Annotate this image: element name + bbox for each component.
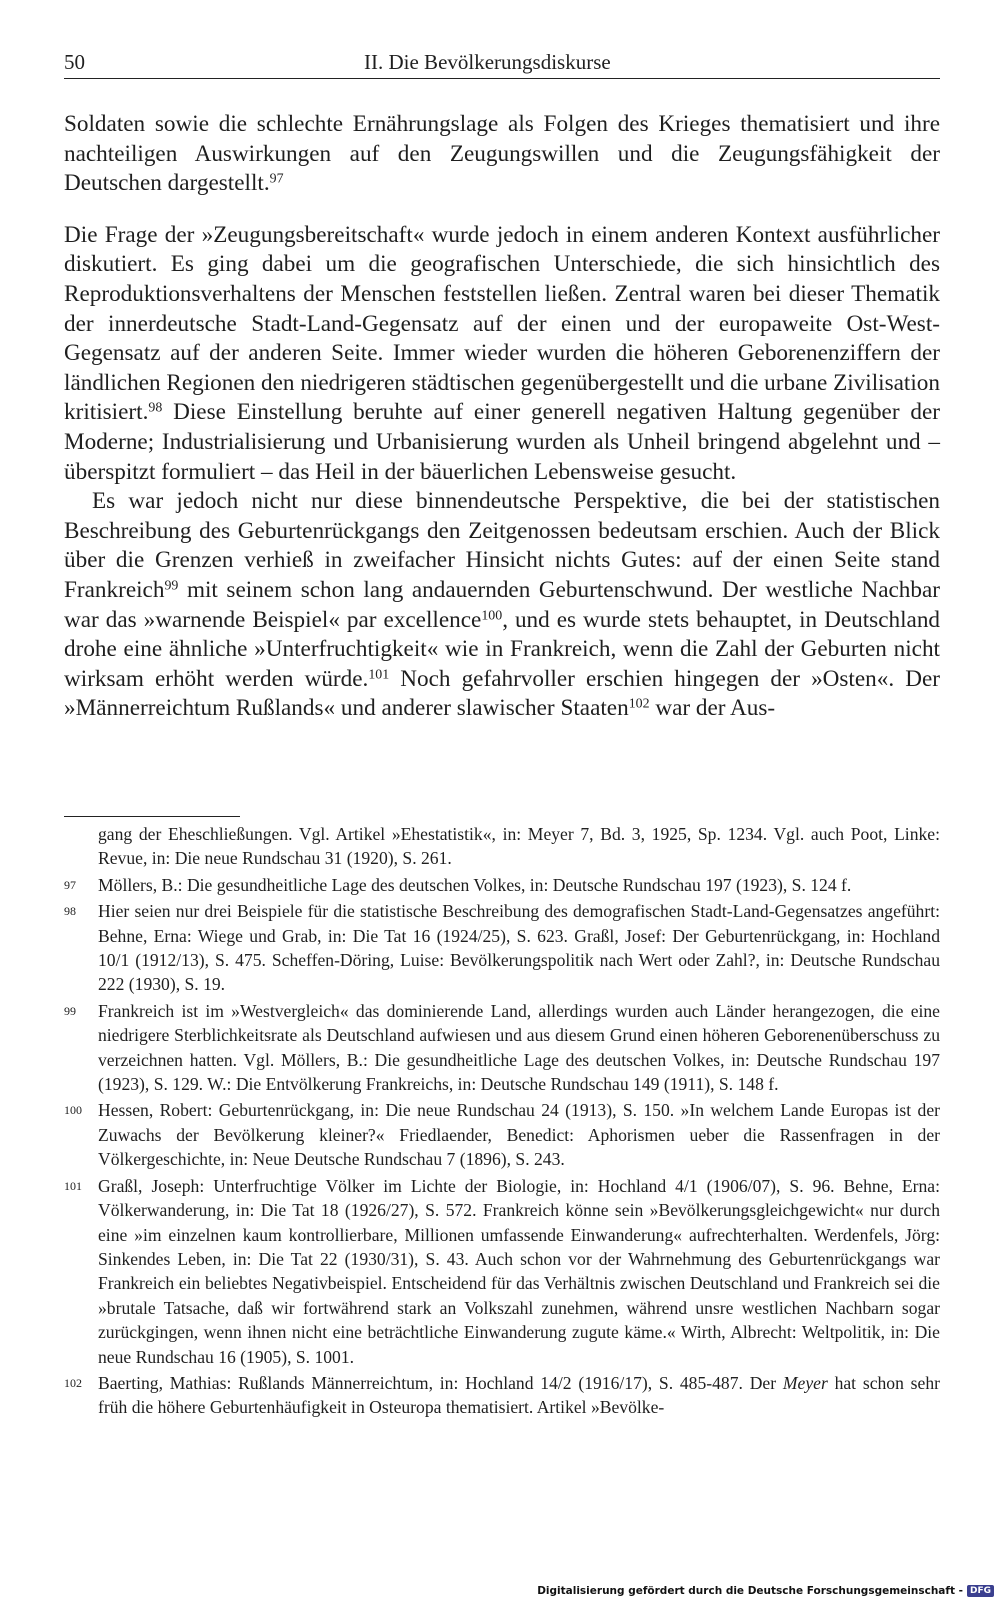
footnote-100: 100 Hessen, Robert: Geburtenrückgang, in: Die neue Rundschau 24 (1913), S. 150. »In welchem Lande Europas ist der Zuwachs der Bevölkerung kleiner?« Friedlaender, Benedict: Aphorismen ueber die Rassenfragen in der Völkergeschichte, in: Neue Deutsche Rundschau 7 (1896), S. 243. — [64, 1100, 940, 1170]
footnote-ref-102[interactable]: 102 — [628, 696, 650, 712]
footnote-101: 101 Graßl, Joseph: Unterfruchtige Völker im Lichte der Biologie, in: Hochland 4/1 (1906/07), S. 96. Behne, Erna: Völkerwanderung, in: Die Tat 18 (1926/27), S. 572. Frankreich könne sein »Bevölkerungsgleichgewicht« nur durch eine »im einzelnen kaum kontrollierbare, Millionen umfassende Einwanderung« aufrechterhalten. Werdenfels, Jörg: Sinkendes Leben, in: Die Tat 22 (1930/31), S. 43. Auch schon vor der Wahrnehmung des Geburtenrückgangs war Frankreich ein beliebtes Negativbeispiel. Entscheidend für das Verhältnis zwischen Deutschland und Frankreich sei die »brutale Tatsache, daß wir fortwährend stark an Volkszahl zunehmen, während unsre westlichen Nachbarn sogar zurückgingen, wenn ihnen nicht eine beträchtliche Einwanderung zugute käme.« Wirth, Albrecht: Weltpolitik, in: Die neue Rundschau 16 (1905), S. 1001. — [64, 1175, 940, 1367]
footnote-number: 97 — [64, 877, 76, 892]
paragraph-1: Soldaten sowie die schlechte Ernährungslage als Folgen des Krieges thematisiert und ihre nachteiligen Auswirkungen auf den Zeugungswillen und die Zeugungsfähigkeit der Deutschen dargestellt.$^{97}$ — [64, 111, 940, 197]
footnote-97: 97 Möllers, B.: Die gesundheitliche Lage des deutschen Volkes, in: Deutsche Rundschau 197 (1923), S. 124 f. — [64, 873, 940, 897]
footnote-number: 100 — [64, 1103, 82, 1118]
main-text — [64, 110, 940, 724]
footer-text: Digitalisierung gefördert durch die Deutsche Forschungsgemeinschaft - — [537, 1585, 963, 1597]
footnote-number: 99 — [64, 1003, 76, 1018]
running-header — [64, 48, 940, 79]
dfg-logo-icon: DFG — [967, 1585, 994, 1597]
footnote-separator — [64, 816, 240, 817]
footnote-ref-98[interactable]: 98 — [148, 400, 163, 416]
footnote-ref-100[interactable]: 100 — [481, 607, 503, 623]
footnote-ref-99[interactable]: 99 — [164, 578, 179, 594]
footnote-102: 102 Baerting, Mathias: Rußlands Männerreichtum, in: Hochland 14/2 (1916/17), S. 485-487. Der Meyer hat schon sehr früh die höhere Geburtenhäufigkeit in Osteuropa thematisiert. Artikel »Bevölke- — [64, 1372, 940, 1418]
footnote-ref-97[interactable]: 97 — [269, 171, 284, 187]
paragraph-2: Die Frage der »Zeugungsbereitschaft« wurde jedoch in einem anderen Kontext ausführlicher diskutiert. Es ging dabei um die geografischen Unterschiede, die sich hinsichtlich des Reproduktionsverhaltens der Menschen feststellen ließen. Zentral waren bei dieser Thematik der innerdeutsche Stadt-Land-Gegensatz auf der einen und der europaweite Ost-West-Gegensatz auf der anderen Seite. Immer wieder wurden die höheren Geborenenziffern der ländlichen Regionen den niedrigeren städtischen gegenübergestellt und die urbane Zivilisation kritisiert.$^{98}$ Diese Einstellung beruhte auf einer generell negativen Haltung gegenüber der Moderne; Industrialisierung und Urbanisierung wurden als Unheil bringend abgelehnt und – überspitzt formuliert – das Heil in der bäuerlichen Lebensweise gesucht. — [64, 221, 940, 485]
page-number: 50 — [64, 50, 85, 74]
footnote-continuation: gang der Eheschließungen. Vgl. Artikel »Ehestatistik«, in: Meyer 7, Bd. 3, 1925, Sp. 1234. Vgl. auch Poot, Linke: Revue, in: Die neue Rundschau 31 (1920), S. 261. — [98, 824, 940, 869]
footnote-99: 99 Frankreich ist im »Westvergleich« das dominierende Land, allerdings wurden auch Länder herangezogen, die eine niedrigere Sterblichkeitsrate als Deutschland aufwiesen und aus diesem Grund einen höheren Geborenenüberschuss zu verzeichnen hatten. Vgl. Möllers, B.: Die gesundheitliche Lage des deutschen Volkes, in: Deutsche Rundschau 197 (1923), S. 129. W.: Die Entvölkerung Frankreichs, in: Deutsche Rundschau 149 (1911), S. 148 f. — [64, 1000, 940, 1095]
footnote-number: 102 — [64, 1375, 82, 1390]
footnote-ref-101[interactable]: 101 — [368, 667, 390, 683]
footnote-number: 101 — [64, 1178, 82, 1193]
footnote-number: 98 — [64, 904, 76, 919]
footnotes — [64, 822, 940, 1420]
digitization-footer — [537, 1585, 994, 1597]
running-title: II. Die Bevölkerungsdiskurse — [364, 50, 611, 74]
paragraph-3: Es war jedoch nicht nur diese binnendeutsche Perspektive, die bei der statistischen Beschreibung des Geburtenrückgangs den Zeitgenossen bedeutsam erschien. Auch der Blick über die Grenzen verhieß in zweifacher Hinsicht nichts Gutes: auf der einen Seite stand Frankreich$^{99}$ mit seinem schon lang andauernden Geburtenschwund. Der westliche Nachbar war das »warnende Beispiel« par excellence$^{100}$, und es wurde stets behauptet, in Deutschland drohe eine ähnliche »Unterfruchtigkeit« wie in Frankreich, wenn die Zahl der Geburten nicht wirksam erhöht werden würde.$^{101}$ Noch gefahrvoller erschien hingegen der »Osten«. Der »Männerreichtum Rußlands« und anderer slawischer Staaten$^{102}$ war der Aus- — [64, 488, 941, 722]
footnote-98: 98 Hier seien nur drei Beispiele für die statistische Beschreibung des demografischen Stadt-Land-Gegensatzes angeführt: Behne, Erna: Wiege und Grab, in: Die Tat 16 (1924/25), S. 623. Graßl, Josef: Der Geburtenrückgang, in: Hochland 10/1 (1912/13), S. 475. Scheffen-Döring, Luise: Bevölkerungspolitik nach Wert oder Zahl?, in: Deutsche Rundschau 222 (1930), S. 19. — [64, 901, 940, 995]
